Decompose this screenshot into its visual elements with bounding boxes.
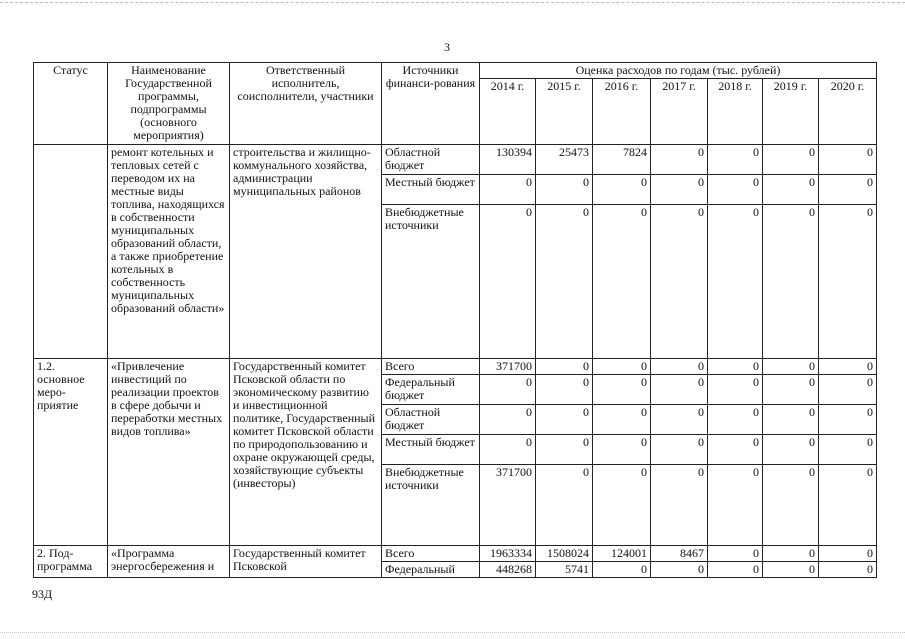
header-status: Статус <box>34 63 108 145</box>
budget-table <box>33 62 877 578</box>
value-cell: 0 <box>651 465 708 546</box>
value-cell: 0 <box>763 562 819 578</box>
value-cell: 0 <box>651 405 708 435</box>
status-cell <box>34 145 108 359</box>
header-year: 2017 г. <box>651 79 708 145</box>
value-cell: 0 <box>651 175 708 205</box>
value-cell: 7824 <box>593 145 651 175</box>
value-cell: 0 <box>763 175 819 205</box>
value-cell: 0 <box>480 375 536 405</box>
funding-source: Федеральный бюджет <box>382 375 480 405</box>
table-row <box>34 145 877 175</box>
value-cell: 0 <box>593 175 651 205</box>
value-cell: 0 <box>480 405 536 435</box>
value-cell: 0 <box>593 205 651 359</box>
value-cell: 0 <box>819 175 877 205</box>
value-cell: 0 <box>651 145 708 175</box>
program-name-cell: ремонт котельных и тепловых сетей с переводом их на местные виды топлива, находящихся в собственности муниципальных образований области, а также приобретение котельных в собственность муниципальных образований области» <box>108 145 230 359</box>
value-cell: 0 <box>763 375 819 405</box>
value-cell: 0 <box>708 145 763 175</box>
value-cell: 0 <box>819 205 877 359</box>
value-cell: 0 <box>819 359 877 375</box>
value-cell: 0 <box>763 205 819 359</box>
value-cell: 0 <box>819 405 877 435</box>
value-cell: 124001 <box>593 546 651 562</box>
value-cell: 0 <box>708 435 763 465</box>
scan-edge-bottom <box>0 632 905 633</box>
funding-source: Местный бюджет <box>382 435 480 465</box>
value-cell: 0 <box>593 359 651 375</box>
document-code: 93Д <box>32 587 53 601</box>
header-year: 2019 г. <box>763 79 819 145</box>
header-responsible: Ответственный исполнитель, соисполнители, участники <box>230 63 382 145</box>
header-year: 2020 г. <box>819 79 877 145</box>
value-cell: 0 <box>593 562 651 578</box>
responsible-cell: Государственный комитет Псковской области по экономическому развитию и инвестиционной политике, Государственный комитет Псковской области по природопользованию и охране окружающей среды, хозяйствующие субъекты (инвесторы) <box>230 359 382 546</box>
responsible-cell: Государственный комитет Псковской <box>230 546 382 578</box>
value-cell: 0 <box>819 465 877 546</box>
header-expenses: Оценка расходов по годам (тыс. рублей) <box>480 63 877 79</box>
table-row <box>34 359 877 375</box>
funding-source: Всего <box>382 546 480 562</box>
value-cell: 0 <box>708 562 763 578</box>
funding-source: Внебюджетные источники <box>382 205 480 359</box>
value-cell: 0 <box>651 375 708 405</box>
value-cell: 448268 <box>480 562 536 578</box>
value-cell: 0 <box>708 465 763 546</box>
value-cell: 0 <box>819 145 877 175</box>
table-row <box>34 546 877 562</box>
header-year: 2014 г. <box>480 79 536 145</box>
value-cell: 0 <box>651 205 708 359</box>
program-name-cell: «Программа энергосбережения и <box>108 546 230 578</box>
value-cell: 0 <box>651 359 708 375</box>
value-cell: 0 <box>480 205 536 359</box>
funding-source: Всего <box>382 359 480 375</box>
value-cell: 371700 <box>480 359 536 375</box>
header-year: 2018 г. <box>708 79 763 145</box>
value-cell: 8467 <box>651 546 708 562</box>
value-cell: 0 <box>536 375 593 405</box>
value-cell: 0 <box>708 175 763 205</box>
value-cell: 0 <box>651 435 708 465</box>
value-cell: 0 <box>593 375 651 405</box>
value-cell: 1508024 <box>536 546 593 562</box>
value-cell: 0 <box>708 375 763 405</box>
value-cell: 0 <box>763 145 819 175</box>
value-cell: 0 <box>536 359 593 375</box>
value-cell: 0 <box>763 435 819 465</box>
value-cell: 0 <box>763 465 819 546</box>
funding-source: Местный бюджет <box>382 175 480 205</box>
header-sources: Источники финанси-рования <box>382 63 480 145</box>
value-cell: 0 <box>536 175 593 205</box>
value-cell: 0 <box>536 465 593 546</box>
scan-edge-top <box>0 2 905 3</box>
header-year: 2015 г. <box>536 79 593 145</box>
value-cell: 0 <box>536 435 593 465</box>
funding-source: Внебюджетные источники <box>382 465 480 546</box>
funding-source: Областной бюджет <box>382 405 480 435</box>
value-cell: 0 <box>593 465 651 546</box>
value-cell: 0 <box>819 375 877 405</box>
page-number: 3 <box>444 40 450 54</box>
responsible-cell: строительства и жилищно-коммунального хозяйства, администрации муниципальных районов <box>230 145 382 359</box>
value-cell: 0 <box>536 205 593 359</box>
value-cell: 0 <box>819 562 877 578</box>
value-cell: 0 <box>480 435 536 465</box>
program-name-cell: «Привлечение инвестиций по реализации проектов в сфере добычи и переработки местных видов топлива» <box>108 359 230 546</box>
status-cell: 1.2. основное меро-приятие <box>34 359 108 546</box>
value-cell: 0 <box>819 546 877 562</box>
funding-source: Областной бюджет <box>382 145 480 175</box>
value-cell: 0 <box>819 435 877 465</box>
value-cell: 5741 <box>536 562 593 578</box>
value-cell: 130394 <box>480 145 536 175</box>
value-cell: 1963334 <box>480 546 536 562</box>
value-cell: 0 <box>763 405 819 435</box>
value-cell: 0 <box>708 359 763 375</box>
value-cell: 0 <box>480 175 536 205</box>
value-cell: 371700 <box>480 465 536 546</box>
header-row-1 <box>34 63 877 79</box>
value-cell: 25473 <box>536 145 593 175</box>
value-cell: 0 <box>593 405 651 435</box>
funding-source: Федеральный <box>382 562 480 578</box>
value-cell: 0 <box>536 405 593 435</box>
value-cell: 0 <box>708 546 763 562</box>
header-year: 2016 г. <box>593 79 651 145</box>
value-cell: 0 <box>708 205 763 359</box>
value-cell: 0 <box>763 359 819 375</box>
value-cell: 0 <box>651 562 708 578</box>
value-cell: 0 <box>708 405 763 435</box>
header-name: Наименование Государственной программы, подпрограммы (основного мероприятия) <box>108 63 230 145</box>
status-cell: 2. Под-программа <box>34 546 108 578</box>
value-cell: 0 <box>593 435 651 465</box>
value-cell: 0 <box>763 546 819 562</box>
